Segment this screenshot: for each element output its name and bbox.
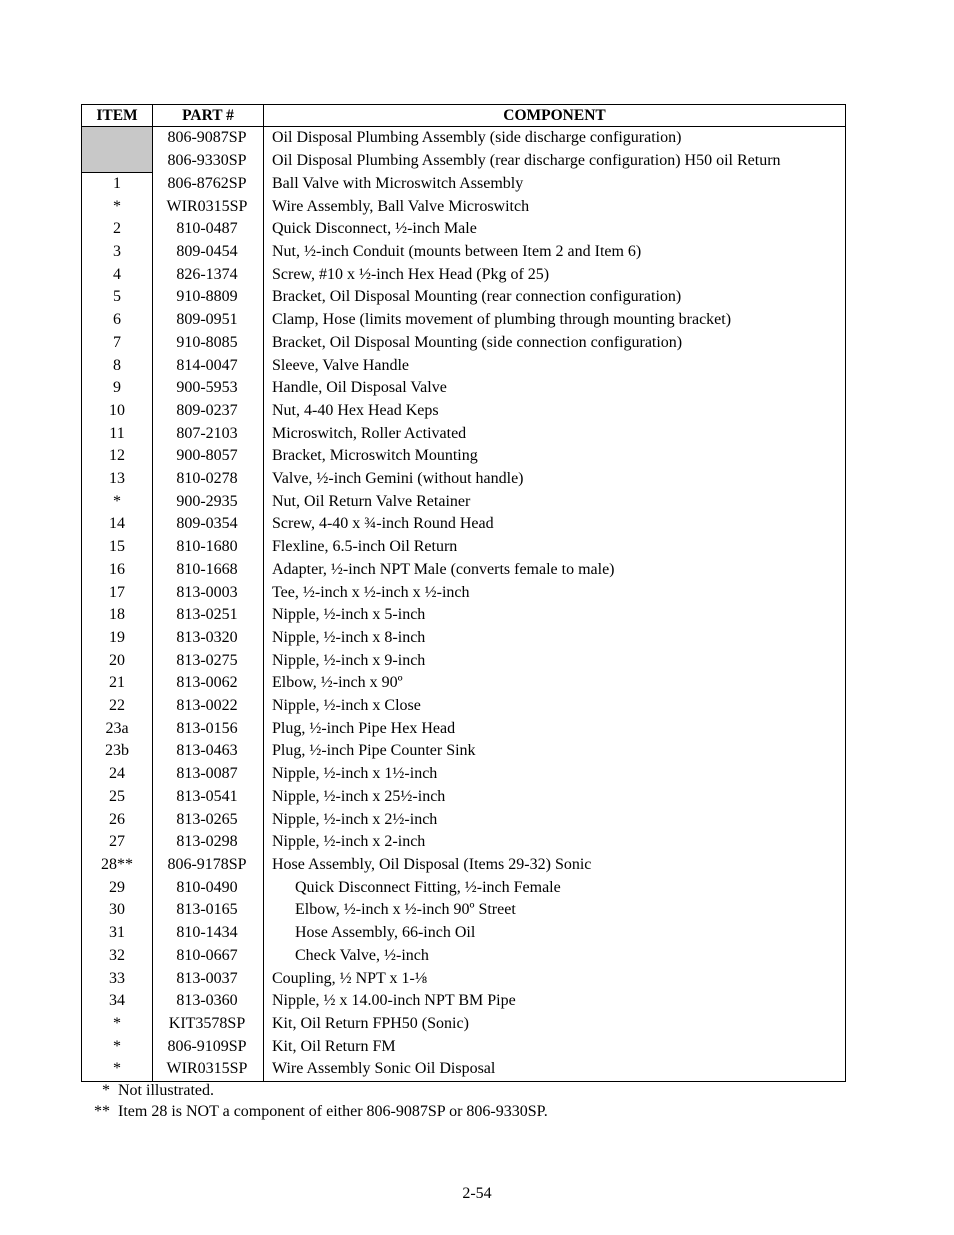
item-cell: 8	[82, 355, 153, 378]
item-cell: 13	[82, 468, 153, 491]
component-cell: Nut, Oil Return Valve Retainer	[264, 491, 846, 514]
component-cell: Clamp, Hose (limits movement of plumbing through mounting bracket)	[264, 309, 846, 332]
part-number-cell: 814-0047	[153, 355, 264, 378]
part-number-cell: 900-8057	[153, 445, 264, 468]
table-row	[82, 854, 846, 877]
table-row	[82, 899, 846, 922]
part-number-cell: 807-2103	[153, 423, 264, 446]
part-number-cell: 813-0265	[153, 809, 264, 832]
component-cell: Screw, #10 x ½-inch Hex Head (Pkg of 25)	[264, 264, 846, 287]
part-number-cell: 806-9178SP	[153, 854, 264, 877]
item-cell: 15	[82, 536, 153, 559]
component-cell: Ball Valve with Microswitch Assembly	[264, 172, 846, 195]
part-number-cell: 810-0667	[153, 945, 264, 968]
component-cell: Coupling, ½ NPT x 1-⅛	[264, 968, 846, 991]
item-cell: 17	[82, 582, 153, 605]
part-number-cell: 813-0087	[153, 763, 264, 786]
component-cell: Nut, 4-40 Hex Head Keps	[264, 400, 846, 423]
table-row	[82, 831, 846, 854]
table-row	[82, 559, 846, 582]
part-number-cell: 806-9330SP	[153, 150, 264, 173]
part-number-cell: 810-1434	[153, 922, 264, 945]
part-number-cell: 806-9087SP	[153, 127, 264, 150]
table-row	[82, 945, 846, 968]
item-cell: 9	[82, 377, 153, 400]
part-number-cell: 813-0298	[153, 831, 264, 854]
part-number-cell: WIR0315SP	[153, 1058, 264, 1081]
component-cell: Valve, ½-inch Gemini (without handle)	[264, 468, 846, 491]
component-cell: Hose Assembly, Oil Disposal (Items 29-32) Sonic	[264, 854, 846, 877]
table-row	[82, 218, 846, 241]
component-cell: Oil Disposal Plumbing Assembly (side discharge configuration)	[264, 127, 846, 150]
component-cell: Plug, ½-inch Pipe Hex Head	[264, 718, 846, 741]
table-row	[82, 377, 846, 400]
item-cell: 20	[82, 650, 153, 673]
item-cell: 4	[82, 264, 153, 287]
item-cell: 21	[82, 672, 153, 695]
component-cell: Nipple, ½-inch x Close	[264, 695, 846, 718]
item-cell: 14	[82, 513, 153, 536]
part-number-cell: 900-2935	[153, 491, 264, 514]
table-row	[82, 196, 846, 219]
part-number-cell: 900-5953	[153, 377, 264, 400]
item-cell: 18	[82, 604, 153, 627]
component-cell: Hose Assembly, 66-inch Oil	[264, 922, 846, 945]
table-row	[82, 968, 846, 991]
item-cell: 10	[82, 400, 153, 423]
component-cell: Microswitch, Roller Activated	[264, 423, 846, 446]
table-row	[82, 582, 846, 605]
table-row	[82, 627, 846, 650]
component-cell: Nipple, ½ x 14.00-inch NPT BM Pipe	[264, 990, 846, 1013]
table-row	[82, 990, 846, 1013]
table-row	[82, 241, 846, 264]
item-cell: 19	[82, 627, 153, 650]
part-number-cell: 813-0022	[153, 695, 264, 718]
parts-table-body	[82, 127, 846, 1082]
table-row	[82, 286, 846, 309]
table-row	[82, 445, 846, 468]
part-number-cell: 809-0454	[153, 241, 264, 264]
component-cell: Tee, ½-inch x ½-inch x ½-inch	[264, 582, 846, 605]
page-number: 2-54	[462, 1185, 492, 1202]
table-row	[82, 604, 846, 627]
item-cell: 23a	[82, 718, 153, 741]
component-cell: Bracket, Oil Disposal Mounting (rear connection configuration)	[264, 286, 846, 309]
item-cell: *	[82, 1058, 153, 1081]
part-number-cell: 813-0037	[153, 968, 264, 991]
table-row	[82, 309, 846, 332]
component-cell: Plug, ½-inch Pipe Counter Sink	[264, 740, 846, 763]
component-cell: Screw, 4-40 x ¾-inch Round Head	[264, 513, 846, 536]
component-cell: Oil Disposal Plumbing Assembly (rear discharge configuration) H50 oil Return	[264, 150, 846, 173]
table-row	[82, 786, 846, 809]
part-number-cell: 809-0951	[153, 309, 264, 332]
item-cell: 29	[82, 877, 153, 900]
table-row	[82, 740, 846, 763]
part-number-cell: 809-0354	[153, 513, 264, 536]
table-row	[82, 1058, 846, 1081]
table-row	[82, 332, 846, 355]
table-row	[82, 672, 846, 695]
component-cell: Elbow, ½-inch x 90º	[264, 672, 846, 695]
part-number-cell: 809-0237	[153, 400, 264, 423]
item-cell: 23b	[82, 740, 153, 763]
component-cell: Nipple, ½-inch x 25½-inch	[264, 786, 846, 809]
item-cell: *	[82, 491, 153, 514]
component-cell: Nipple, ½-inch x 9-inch	[264, 650, 846, 673]
part-number-cell: 810-0487	[153, 218, 264, 241]
table-row	[82, 468, 846, 491]
part-number-cell: 826-1374	[153, 264, 264, 287]
item-cell: 34	[82, 990, 153, 1013]
component-cell: Quick Disconnect, ½-inch Male	[264, 218, 846, 241]
part-number-cell: 813-0541	[153, 786, 264, 809]
table-row	[82, 172, 846, 195]
item-cell: 12	[82, 445, 153, 468]
item-cell: 22	[82, 695, 153, 718]
table-row	[82, 513, 846, 536]
part-number-cell: 806-9109SP	[153, 1036, 264, 1059]
component-cell: Quick Disconnect Fitting, ½-inch Female	[264, 877, 846, 900]
part-number-cell: 813-0165	[153, 899, 264, 922]
component-cell: Nipple, ½-inch x 1½-inch	[264, 763, 846, 786]
part-number-cell: 910-8809	[153, 286, 264, 309]
table-row	[82, 400, 846, 423]
footnote-item-28: ** Item 28 is NOT a component of either 806-9087SP or 806-9330SP.	[94, 1102, 548, 1120]
part-number-cell: 806-8762SP	[153, 172, 264, 195]
table-row	[82, 536, 846, 559]
item-cell: *	[82, 196, 153, 219]
part-number-cell: 813-0275	[153, 650, 264, 673]
component-cell: Flexline, 6.5-inch Oil Return	[264, 536, 846, 559]
item-cell: 31	[82, 922, 153, 945]
component-cell: Check Valve, ½-inch	[264, 945, 846, 968]
table-row	[82, 809, 846, 832]
item-cell: 28**	[82, 854, 153, 877]
footnotes	[94, 1081, 548, 1122]
item-cell: 11	[82, 423, 153, 446]
item-cell: 30	[82, 899, 153, 922]
component-cell: Kit, Oil Return FPH50 (Sonic)	[264, 1013, 846, 1036]
part-number-cell: 810-1668	[153, 559, 264, 582]
part-number-cell: WIR0315SP	[153, 196, 264, 219]
component-cell: Nipple, ½-inch x 8-inch	[264, 627, 846, 650]
item-cell: 26	[82, 809, 153, 832]
item-cell: 16	[82, 559, 153, 582]
part-number-cell: 810-1680	[153, 536, 264, 559]
item-cell: *	[82, 1036, 153, 1059]
component-cell: Bracket, Microswitch Mounting	[264, 445, 846, 468]
component-cell: Wire Assembly Sonic Oil Disposal	[264, 1058, 846, 1081]
component-cell: Nipple, ½-inch x 2½-inch	[264, 809, 846, 832]
part-column-header: PART #	[153, 105, 264, 127]
component-column-header: COMPONENT	[264, 105, 846, 127]
item-cell: 24	[82, 763, 153, 786]
component-cell: Wire Assembly, Ball Valve Microswitch	[264, 196, 846, 219]
table-row	[82, 127, 846, 150]
item-cell	[82, 127, 153, 173]
part-number-cell: 910-8085	[153, 332, 264, 355]
parts-table	[81, 104, 846, 1082]
item-cell: *	[82, 1013, 153, 1036]
item-cell: 7	[82, 332, 153, 355]
table-row	[82, 922, 846, 945]
part-number-cell: 813-0463	[153, 740, 264, 763]
part-number-cell: KIT3578SP	[153, 1013, 264, 1036]
part-number-cell: 813-0320	[153, 627, 264, 650]
table-row	[82, 1013, 846, 1036]
component-cell: Bracket, Oil Disposal Mounting (side connection configuration)	[264, 332, 846, 355]
table-row	[82, 491, 846, 514]
item-cell: 5	[82, 286, 153, 309]
component-cell: Elbow, ½-inch x ½-inch 90º Street	[264, 899, 846, 922]
item-cell: 1	[82, 172, 153, 195]
item-cell: 6	[82, 309, 153, 332]
item-cell: 32	[82, 945, 153, 968]
table-row	[82, 264, 846, 287]
part-number-cell: 813-0251	[153, 604, 264, 627]
table-row	[82, 718, 846, 741]
component-cell: Adapter, ½-inch NPT Male (converts female to male)	[264, 559, 846, 582]
component-cell: Nut, ½-inch Conduit (mounts between Item 2 and Item 6)	[264, 241, 846, 264]
table-row	[82, 877, 846, 900]
part-number-cell: 813-0156	[153, 718, 264, 741]
table-row	[82, 695, 846, 718]
table-row	[82, 650, 846, 673]
header-row	[82, 105, 846, 127]
item-cell: 25	[82, 786, 153, 809]
item-cell: 33	[82, 968, 153, 991]
item-column-header: ITEM	[82, 105, 153, 127]
part-number-cell: 810-0278	[153, 468, 264, 491]
item-cell: 27	[82, 831, 153, 854]
footnote-not-illustrated: * Not illustrated.	[94, 1082, 214, 1099]
item-cell: 2	[82, 218, 153, 241]
component-cell: Nipple, ½-inch x 2-inch	[264, 831, 846, 854]
part-number-cell: 810-0490	[153, 877, 264, 900]
part-number-cell: 813-0003	[153, 582, 264, 605]
item-cell: 3	[82, 241, 153, 264]
table-row	[82, 423, 846, 446]
component-cell: Kit, Oil Return FM	[264, 1036, 846, 1059]
part-number-cell: 813-0360	[153, 990, 264, 1013]
component-cell: Nipple, ½-inch x 5-inch	[264, 604, 846, 627]
table-row	[82, 763, 846, 786]
part-number-cell: 813-0062	[153, 672, 264, 695]
table-row	[82, 355, 846, 378]
component-cell: Sleeve, Valve Handle	[264, 355, 846, 378]
table-row	[82, 1036, 846, 1059]
table-row	[82, 150, 846, 173]
component-cell: Handle, Oil Disposal Valve	[264, 377, 846, 400]
